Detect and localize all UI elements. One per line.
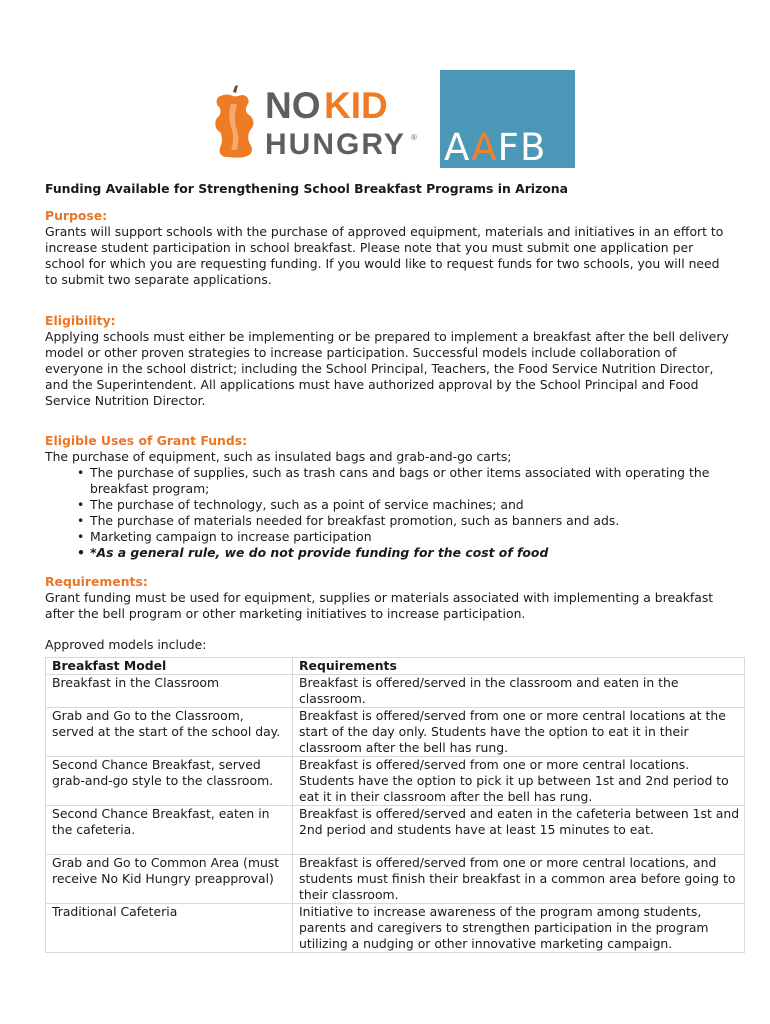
list-item: • Marketing campaign to increase participation (90, 529, 735, 545)
model-cell: Grab and Go to the Classroom, served at the start of the school day. (46, 708, 293, 757)
requirements-section (45, 574, 735, 653)
table-row (46, 904, 745, 953)
uses-intro: The purchase of equipment, such as insulated bags and grab-and-go carts; (45, 449, 512, 464)
eligibility-text: Applying schools must either be implementing or be prepared to implement a breakfast after the bell delivery model or other proven strategies to increase participation. Successful models include collaboration of everyone in the school district; including the School Principal, Teachers, the Food Service Nutrition Director, and the Superintendent. All applications must have authorized approval by the School Principal and Food Service Nutrition Director. (45, 329, 729, 408)
eligibility-section (45, 313, 735, 409)
requirement-cell: Breakfast is offered/served from one or more central locations. Students have the option to pick it up between 1st and 2nd period to eat it in their classroom after the bell has rung. (293, 757, 745, 806)
model-cell: Second Chance Breakfast, served grab-and-go style to the classroom. (46, 757, 293, 806)
list-item: • The purchase of materials needed for breakfast promotion, such as banners and ads. (90, 513, 735, 529)
requirement-cell: Breakfast is offered/served from one or more central locations, and students must finish their breakfast in a common area before going to their classroom. (293, 855, 745, 904)
table-row (46, 855, 745, 904)
model-cell: Traditional Cafeteria (46, 904, 293, 953)
no-kid-hungry-logo (213, 82, 423, 162)
table-row (46, 675, 745, 708)
svg-text:®: ® (411, 133, 417, 142)
aafb-logo (440, 70, 575, 168)
eligibility-heading: Eligibility: (45, 313, 116, 328)
model-cell: Grab and Go to Common Area (must receive No Kid Hungry preapproval) (46, 855, 293, 904)
purpose-heading: Purpose: (45, 208, 108, 223)
approved-models-intro: Approved models include: (45, 637, 207, 652)
table-header-row (46, 658, 745, 675)
uses-heading: Eligible Uses of Grant Funds: (45, 433, 248, 448)
requirements-heading: Requirements: (45, 574, 148, 589)
apple-core-icon (213, 82, 423, 162)
list-item: • The purchase of technology, such as a point of service machines; and (90, 497, 735, 513)
svg-text:NO: NO (265, 85, 321, 126)
table-row (46, 708, 745, 757)
list-item: • The purchase of supplies, such as trash cans and bags or other items associated with operating the breakfast program; (90, 465, 735, 497)
aafb-logo-text: AAFB (444, 126, 547, 169)
uses-section (45, 433, 735, 561)
column-header-requirements: Requirements (293, 658, 745, 675)
uses-list (45, 465, 735, 561)
list-item-food-note: • *As a general rule, we do not provide funding for the cost of food (90, 545, 735, 561)
table-row (46, 757, 745, 806)
requirement-cell: Breakfast is offered/served and eaten in the cafeteria between 1st and 2nd period and students have at least 15 minutes to eat. (293, 806, 745, 855)
requirement-cell: Breakfast is offered/served from one or more central locations at the start of the day only. Students have the option to eat it in their classroom after the bell has rung. (293, 708, 745, 757)
column-header-model: Breakfast Model (46, 658, 293, 675)
table-row (46, 806, 745, 855)
requirement-cell: Breakfast is offered/served in the classroom and eaten in the classroom. (293, 675, 745, 708)
purpose-text: Grants will support schools with the purchase of approved equipment, materials and initiatives in an effort to increase student participation in school breakfast. Please note that you must submit one application per school for which you are requesting funding. If you would like to request funds for two schools, you will need to submit two separate applications. (45, 224, 724, 287)
requirement-cell: Initiative to increase awareness of the program among students, parents and caregivers to strengthen participation in the program utilizing a nudging or other innovative marketing campaign. (293, 904, 745, 953)
svg-text:HUNGRY: HUNGRY (265, 128, 406, 161)
approved-models-table (45, 657, 745, 953)
requirements-text: Grant funding must be used for equipment, supplies or materials associated with implementing a breakfast after the bell program or other marketing initiatives to increase participation. (45, 590, 714, 621)
model-cell: Breakfast in the Classroom (46, 675, 293, 708)
model-cell: Second Chance Breakfast, eaten in the cafeteria. (46, 806, 293, 855)
document-title: Funding Available for Strengthening School Breakfast Programs in Arizona (45, 181, 568, 196)
svg-text:KID: KID (324, 85, 388, 126)
purpose-section (45, 208, 735, 288)
